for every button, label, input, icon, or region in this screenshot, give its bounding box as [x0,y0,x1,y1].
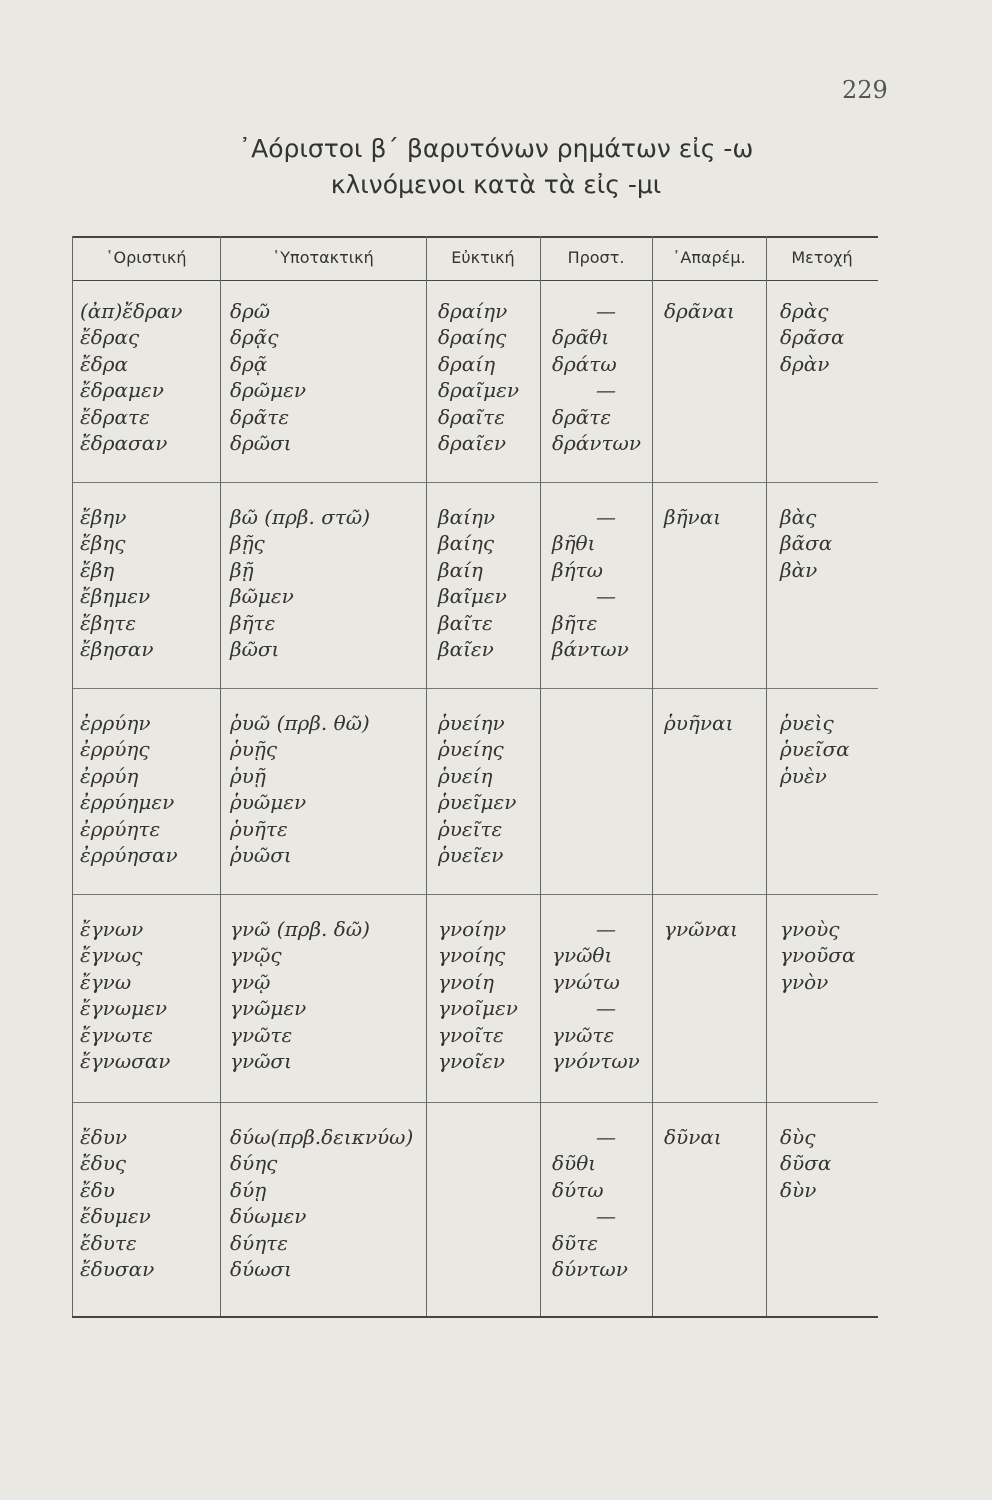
form-imperative: βῆθι [552,531,596,556]
form-indicative: ἔγνωτε [80,1022,153,1047]
cell-participle [780,1124,831,1203]
form-imperative: δύτω [552,1177,604,1202]
form-participle: γνοὺς [780,917,840,941]
form-infinitive: δρᾶναι [664,299,735,323]
cell-participle [780,504,832,583]
column-header-participle: Μετοχή [791,248,853,267]
form-indicative: ἐρρύημεν [80,790,175,815]
form-optative: δραῖεν [438,430,507,455]
form-subjunctive: δρᾶτε [230,404,290,429]
form-subjunctive: δύητε [230,1230,288,1255]
cell-optative [438,504,507,662]
form-imperative: — [596,299,616,323]
cell-participle [780,916,855,995]
cell-subjunctive [230,1124,413,1282]
form-participle: βὰν [780,557,818,582]
form-subjunctive: ῥυῆτε [230,816,288,841]
form-imperative: — [596,1125,616,1149]
cell-indicative [80,504,154,662]
form-optative: γνοῖεν [438,1048,505,1073]
form-subjunctive: βῆτε [230,610,276,635]
form-optative: ῥυείης [438,737,504,762]
form-participle: δρᾶσα [780,325,845,350]
form-optative: ῥυεῖεν [438,842,504,867]
form-indicative: ἔβημεν [80,584,151,609]
form-imperative: δύντων [552,1256,628,1281]
form-imperative: γνῶτε [552,1022,615,1047]
form-optative: δραῖτε [438,404,505,429]
form-indicative: ἐρρύητε [80,816,161,841]
form-optative: βαίης [438,531,495,556]
form-imperative: γνόντων [552,1048,640,1073]
table-bottom-rule [72,1316,878,1318]
column-header-subjunctive: ῾Υποτακτική [272,248,374,267]
cell-optative [438,298,519,456]
form-indicative: ἔδυτε [80,1230,137,1255]
column-header-infinitive: ᾿Απαρέμ. [672,248,746,267]
form-indicative: (ἀπ)ἔδραν [80,299,183,323]
form-subjunctive: δύῃ [230,1177,267,1202]
group-divider [72,482,878,483]
form-optative: βαίην [438,505,496,529]
form-optative: ῥυείην [438,711,505,735]
group-divider [72,894,878,895]
form-indicative: ἔδυ [80,1177,115,1202]
form-subjunctive: δύω(πρβ.δεικνύω) [230,1125,414,1149]
column-header-imperative: Προστ. [567,248,625,267]
form-subjunctive: βῶσι [230,636,280,661]
form-subjunctive: ῥυῶσι [230,842,292,867]
cell-optative [438,916,518,1074]
form-optative: ῥυεῖμεν [438,790,517,815]
form-imperative: βήτω [552,557,603,582]
form-indicative: ἔδραμεν [80,378,164,403]
page-title: ᾿Αόριστοι β΄ βαρυτόνων ρημάτων εἰς -ω [238,134,754,163]
form-indicative: ἔβητε [80,610,137,635]
cell-indicative [80,298,182,456]
form-infinitive: γνῶναι [664,917,738,941]
form-indicative: ἔγνως [80,943,143,968]
form-participle: δρὰν [780,351,830,376]
form-subjunctive: δρῶσι [230,430,292,455]
form-subjunctive: γνῶμεν [230,996,307,1021]
form-imperative: γνώτω [552,969,620,994]
form-optative: ῥυείη [438,763,493,788]
form-subjunctive: γνῶτε [230,1022,293,1047]
column-divider [766,236,767,1316]
form-subjunctive: γνῶ (πρβ. δῶ) [230,917,370,941]
form-indicative: ἔδυσαν [80,1256,155,1281]
cell-infinitive [664,298,735,324]
form-imperative: — [596,917,616,941]
form-indicative: ἔβην [80,505,127,529]
form-optative: δραίης [438,325,507,350]
form-subjunctive: δρᾷς [230,325,279,350]
form-subjunctive: δύης [230,1151,278,1176]
form-infinitive: βῆναι [664,505,722,529]
form-imperative: δῦθι [552,1151,597,1176]
header-bottom-rule [72,280,878,281]
cell-subjunctive [230,298,306,456]
form-imperative: δράντων [552,430,641,455]
cell-indicative [80,1124,154,1282]
form-indicative: ἔγνων [80,917,144,941]
column-divider [426,236,427,1316]
form-imperative: — [596,378,616,403]
page-number: 229 [842,76,888,104]
form-subjunctive: δύωμεν [230,1204,307,1229]
form-optative: δραίη [438,351,496,376]
cell-participle [780,710,850,789]
form-optative: γνοίης [438,943,506,968]
form-subjunctive: ῥυῇς [230,737,278,762]
cell-subjunctive [230,504,370,662]
form-subjunctive: βῇς [230,531,265,556]
form-indicative: ἐρρύην [80,711,151,735]
form-participle: ῥυεὶς [780,711,834,735]
form-indicative: ἔβησαν [80,636,154,661]
form-optative: ῥυεῖτε [438,816,503,841]
column-divider [540,236,541,1316]
form-indicative: ἔδρασαν [80,430,168,455]
form-imperative: δρᾶθι [552,325,610,350]
form-subjunctive: γνῷς [230,943,282,968]
form-infinitive: ῥυῆναι [664,711,734,735]
form-indicative: ἔδρατε [80,404,150,429]
cell-optative [438,710,516,868]
column-divider [220,236,221,1316]
form-imperative: γνῶθι [552,943,613,968]
cell-participle [780,298,844,377]
column-divider [652,236,653,1316]
form-indicative: ἔδυν [80,1125,128,1149]
cell-subjunctive [230,710,370,868]
form-infinitive: δῦναι [664,1125,722,1149]
form-optative: βαῖμεν [438,584,507,609]
form-imperative: — [596,584,616,609]
form-indicative: ἐρρύησαν [80,842,178,867]
cell-infinitive [664,504,721,530]
form-participle: ῥυεῖσα [780,737,850,762]
group-divider [72,1102,878,1103]
cell-infinitive [664,1124,722,1150]
form-imperative: δράτω [552,351,617,376]
form-subjunctive: ῥυῶ (πρβ. θῶ) [230,711,370,735]
form-indicative: ἐρρύης [80,737,150,762]
form-subjunctive: βῇ [230,557,254,582]
form-imperative: — [596,1204,616,1229]
form-participle: γνὸν [780,969,829,994]
form-subjunctive: δρᾷ [230,351,268,376]
form-participle: βὰς [780,505,817,529]
form-subjunctive: δρῶμεν [230,378,306,403]
form-imperative: βῆτε [552,610,598,635]
form-indicative: ἔβης [80,531,126,556]
form-imperative: — [596,505,616,529]
form-optative: βαίη [438,557,483,582]
form-participle: βᾶσα [780,531,833,556]
form-imperative: — [596,996,616,1021]
form-indicative: ἐρρύη [80,763,139,788]
cell-indicative [80,916,170,1074]
form-participle: ῥυὲν [780,763,827,788]
form-subjunctive: δύωσι [230,1256,293,1281]
form-participle: δρὰς [780,299,829,323]
form-indicative: ἔδρα [80,351,129,376]
form-participle: δὺς [780,1125,816,1149]
form-optative: βαῖτε [438,610,493,635]
form-optative: γνοίη [438,969,494,994]
form-indicative: ἔγνω [80,969,132,994]
cell-infinitive [664,710,733,736]
cell-imperative [552,1124,628,1282]
cell-imperative [552,298,641,456]
form-subjunctive: ῥυῇ [230,763,266,788]
form-imperative: βάντων [552,636,629,661]
column-header-indicative: ῾Οριστική [105,248,187,267]
form-subjunctive: βῶμεν [230,584,294,609]
form-participle: δὺν [780,1177,817,1202]
cell-subjunctive [230,916,370,1074]
form-optative: γνοίην [438,917,507,941]
form-optative: γνοῖμεν [438,996,518,1021]
cell-infinitive [664,916,738,942]
form-subjunctive: γνῷ [230,969,271,994]
cell-imperative [552,504,629,662]
cell-indicative [80,710,178,868]
cell-imperative [552,916,640,1074]
form-imperative: δρᾶτε [552,404,612,429]
column-header-optative: Εὐκτική [451,248,515,267]
form-indicative: ἔδυμεν [80,1204,151,1229]
form-optative: βαῖεν [438,636,494,661]
page-subtitle: κλινόμενοι κατὰ τὰ εἰς -μι [330,170,662,199]
form-indicative: ἔγνωμεν [80,996,168,1021]
group-divider [72,688,878,689]
form-indicative: ἔδυς [80,1151,127,1176]
form-participle: γνοῦσα [780,943,856,968]
table-top-rule [72,236,878,238]
form-optative: δραίην [438,299,508,323]
form-optative: γνοῖτε [438,1022,504,1047]
form-subjunctive: γνῶσι [230,1048,292,1073]
form-participle: δῦσα [780,1151,832,1176]
form-optative: δραῖμεν [438,378,520,403]
form-imperative: δῦτε [552,1230,598,1255]
table-left-border [72,236,73,1316]
form-indicative: ἔβη [80,557,115,582]
form-subjunctive: βῶ (πρβ. στῶ) [230,505,371,529]
form-subjunctive: δρῶ [230,299,271,323]
form-indicative: ἔδρας [80,325,140,350]
form-indicative: ἔγνωσαν [80,1048,171,1073]
form-subjunctive: ῥυῶμεν [230,790,307,815]
